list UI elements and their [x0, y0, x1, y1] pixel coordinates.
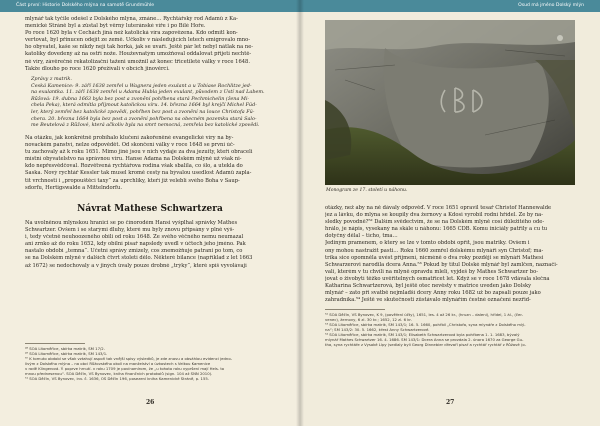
text-line: až 1672) se nedochovaly a v jiných úvaly pouze drobné „trýky“, které spíš vyvolávají — [25, 262, 247, 269]
section-heading: Návrat Mathese Schwartzera — [77, 204, 223, 214]
page-number-right: 27 — [446, 399, 455, 406]
footnote-rule-right — [325, 309, 385, 310]
text-line: Takže dlouho po roce 1620 přežívali v obcích jinověrci. — [25, 65, 170, 72]
footnote-line: ⁵¹ SOA Děčín, VS Bynovec, inv. č. 1636, OS Děčín 196, posezení kniha Kamenické Stráně, p. 155. — [25, 376, 209, 381]
text-line: otázky, než aby na ně dávaly odpověď. V roce 1651 opravil tesař Christof Hannewalde — [325, 205, 552, 211]
left-footnotes — [25, 346, 275, 381]
text-line: kdo nepřesvědčoval. Rozvětvená rychtářova rodina však sbalila, co šlo, a utekla do — [25, 163, 243, 170]
right-running-header: Osud má jméno Dolský mlýn — [300, 0, 600, 12]
footnote-rule — [25, 343, 85, 344]
footnote-line: ⁵² SOA Děčín, VS Bynovec, K 9, (pověření účty), 1651, les. 4 až 26 kr., (hruzn – daleni), hřídel, 1 ál., (čer- — [325, 312, 524, 317]
text-line: Jediným pramenem, o který se lze v tomto období opřít, jsou matriky. Ovšem i — [325, 240, 530, 247]
right-footnotes — [325, 312, 575, 347]
footnote-line: ⁴⁹ SOA Litoměřice, sbírka matrik, SM 143/1. — [25, 351, 108, 356]
note-line: ler, který zemřel bez katolické zpovědi, pohřben bez post a zvonění na louce Christofa Fü- — [31, 108, 255, 115]
note-line: chera. 20. března 1664 byla bez post a zvonění pohřbena na obecném pozemku stará Salo- — [31, 115, 257, 122]
body-paragraph — [25, 135, 275, 192]
text-line: tu zachovaly až k roku 1651. Mimo jiné jsou v nich výdaje za dva jezuity, kteří obraceli — [25, 149, 253, 156]
note-line: me Beutelová z Růžové, která ačkoliv byla na smrt nemocná, zemřela bez katolické zpovědi. — [31, 122, 260, 129]
register-excerpt-note — [31, 76, 275, 129]
footnote-line: ⁴⁸ SOA Litoměřice, sbírka matrik, SM 17/2. — [25, 346, 105, 351]
text-line: vertovat, byl přinucen odejít ze země. Účkoliv v následujících letech emigrovalo mno- — [25, 37, 250, 44]
text-line: jovat o živobytí těžko uvěřitelných osmatřicet let. Když se v roce 1678 vdávala slečna — [325, 275, 550, 282]
monogram-rock-photo — [325, 20, 575, 185]
book-gutter — [296, 0, 304, 426]
text-line: jez a lávku, do mlýna se koupily dva žernovy a Kdosi vyrobil rodní hřídel. Ze by na- — [325, 212, 544, 219]
photo-caption: Monogram ze 17. století u náhonu. — [326, 188, 408, 193]
text-line: né víry, závěrečné rekatolizační taženi umožnil až konec třicetileté války v roce 1648. — [25, 58, 250, 65]
right-body-text — [325, 205, 575, 304]
text-line: sledky povodně?⁵² Dalším svědectvím, že se na Dolském mlýně cosi důležitého ode- — [325, 219, 545, 226]
text-line: Na otázku, jak konkrétně probíhalo klučení zakořeněné evangelické víry na by- — [25, 135, 234, 141]
note-line: na exulantka. 11. září 1638 zemřel u Adama Hubla jeden exulant, původem z Ústí nad Labem. — [31, 89, 265, 96]
text-line: Saska. Nový rychtář Kessler tak musel kromě cesty na bývalou usedlost Adamů zapla- — [25, 170, 252, 177]
text-line: ho obyvatel, kaše se nikdy nejí tak horká, jak se uvaří. Ještě pár let nebyl nátlak na ne- — [25, 44, 254, 51]
note-line: Česká Kamenice: 9. září 1638 zemřel u Wagnera jeden exulant a u Tobiase Rochlitze jed- — [31, 82, 252, 89]
footnote-line: mnou přednesenou“. SOA Děčín, VS Bynovec, kniha finančních protokolů (sign. 104 až SNN 2010). — [25, 371, 213, 376]
text-line: Katharina Schwartzerová, byl ještě otec nevěsty v matrice uveden jako Dolský — [325, 283, 532, 290]
text-line: Schwarzerovi narodila dcera Anna.⁵³ Pokud by titul Dolské mlynář byl zamlčen, naznači- — [325, 261, 558, 268]
text-line: ani zrnko až do roku 1652, kdy obilní pisař napsledy uvedl v účtech jeho jméno. Pak — [25, 241, 246, 248]
page-number-left: 26 — [146, 399, 155, 406]
note-line: Růžová: 19. dubna 1663 byla bez post a zvonění pohřbena stará Pechmichelin (žena Mi- — [31, 95, 250, 102]
text-line: Na uvolněnou mlýnskou hranici se po čínorodém Hansi vyšplhal správky Mathes — [25, 220, 238, 226]
text-line: katolíky dovedený až na ostří nože. Houževnatým umožňoval oddalovat přijetí nechtě- — [25, 51, 252, 58]
note-line: Zprávy z matrik. — [31, 76, 72, 82]
right-page — [300, 0, 600, 426]
text-line: Po roce 1620 byla v Čechách jiná než katolická víra zapovězena. Kdo odmítl kon- — [25, 30, 238, 37]
text-line: mlynář tak tyčile odešel z Dolského mlýna, zmáne… Rychtářský rod Adamů z Ka- — [25, 16, 238, 22]
footnote-line: venec), žernovy, 6 zl. 30 kr.; 1652, 12 zl. 6 kr. — [325, 317, 412, 322]
footnote-line: mlynář Mathes Schwartzer 16. 4. 1686. SM 143/1: Dcera Anna se provdala 2. února 1670 za George Gu- — [325, 337, 524, 342]
text-line: nastalo období „temna“. Účetní správy zmizely, cos znemožňuje patrani po tom, co — [25, 248, 243, 255]
text-line: i, tedy včetně neuhoozeného obili od roku 1648. Ze svého věčného nemu neumazal — [25, 234, 244, 241]
text-line: Schwartzer. Ovšem i se starými dluhy, které mu byly znovu připsány v plné výš- — [25, 227, 235, 234]
left-running-header: Část první: Historie Dolského mlýna na samotě Grundmühle — [0, 0, 300, 12]
note-line: chela Peka), která odmítla přijmout katolickou víru. 14. března 1664 byl krejčí Michel Füd- — [31, 102, 257, 109]
text-line: místní obyvatelstvo na správnou víru. Hanse Adama na Dolském mlýně už však ni- — [25, 156, 242, 163]
text-line: trika sice opomněla uvést příjmení, nicméně o dva roky později se mlynáři Mathesi — [325, 254, 544, 261]
text-line: dotyčný dělal – ticho, tma… — [325, 233, 398, 240]
footnote-line: ⁵⁰ K tomuto období se však vztahují aspoň tak vnější spisy výsledků, je zde znovu a obsáhlou evidenci jedno- — [25, 356, 233, 361]
text-line: mlynář – zato při svatbě nejmladší dcery Anny roku 1682 už bo zapsali pouze jako — [325, 290, 541, 297]
text-line: zahradníka.⁵⁴ Ještě ve skutečnosti zůstávalo mlynářím čestné označení nezřid- — [325, 297, 531, 304]
intro-paragraphs — [25, 16, 275, 73]
footnote-line: v rodě Klingerová. Ý. poprve hrnutí. v roku 1709 je povínomírom, že „u tohoto roku vypršení mají Hels. to — [25, 366, 225, 371]
text-line: ony mohou nastražit pasti… Roku 1660 zemřel dolskému mlynáři syn Christof; ma- — [325, 247, 544, 254]
footnote-line: livým z Dolského mlýna – na obci Růžovského okolí na manželství a úzkostech s Velkou Kamenice — [25, 361, 211, 366]
footnote-line: na“; SM 143/2: 30. 5. 1662, křest Anny Schwartzerové. — [325, 327, 430, 332]
text-line: tit vrchnosti i „propouštěcí taxy“ za uprchlíky, kteří již veleblí svého Boha v Saup- — [25, 177, 240, 184]
section-paragraph — [25, 220, 275, 270]
footnote-line: ⁵⁴ SOA Litoměřice, sbírka matrik, SM 143/1; Elisabeth Schwartzerová byla pohřbena 1. 1. 1683, bývalý — [325, 332, 520, 337]
footnote-line: tha, syna rychtáře z Vysoké Lípy (sedlaly byli Georg Dinnebier dřevaří pisař a rychtář rychtář z Růžové (o- — [325, 342, 527, 347]
text-line: vali, kterém v tu chvíli na mlýně opravdu mleli, vyjdeš by Mathes Schwartzer bo- — [325, 268, 538, 275]
text-line: sdorfu, Hertigswalde a Mittelndorfu. — [25, 184, 122, 191]
text-line: novackém panství, nelze odpovědět. Od skončení války v roce 1648 se první úč- — [25, 142, 235, 149]
text-line: hrálo, je nápis, vysekaný na skále u náhonu: 1665 CDB. Komu iniciály patřily a cu tu — [325, 226, 548, 233]
footnote-line: ⁵³ SOA Litoměřice, sbírka matrik, SM 143/1; 16. 5. 1660, pohřbil „Christofa, syna mlynáře z Dolského mlý- — [325, 322, 526, 327]
text-line: se na Dolském mlýně v dalších čtvrt století dělo. Některé bilance (například z let 1663 — [25, 255, 253, 262]
rock-photo-illustration — [325, 20, 575, 185]
text-line: menické Stráně byl a zůstal být věrný luteránské víře i po Bílé Hoře. — [25, 23, 206, 30]
